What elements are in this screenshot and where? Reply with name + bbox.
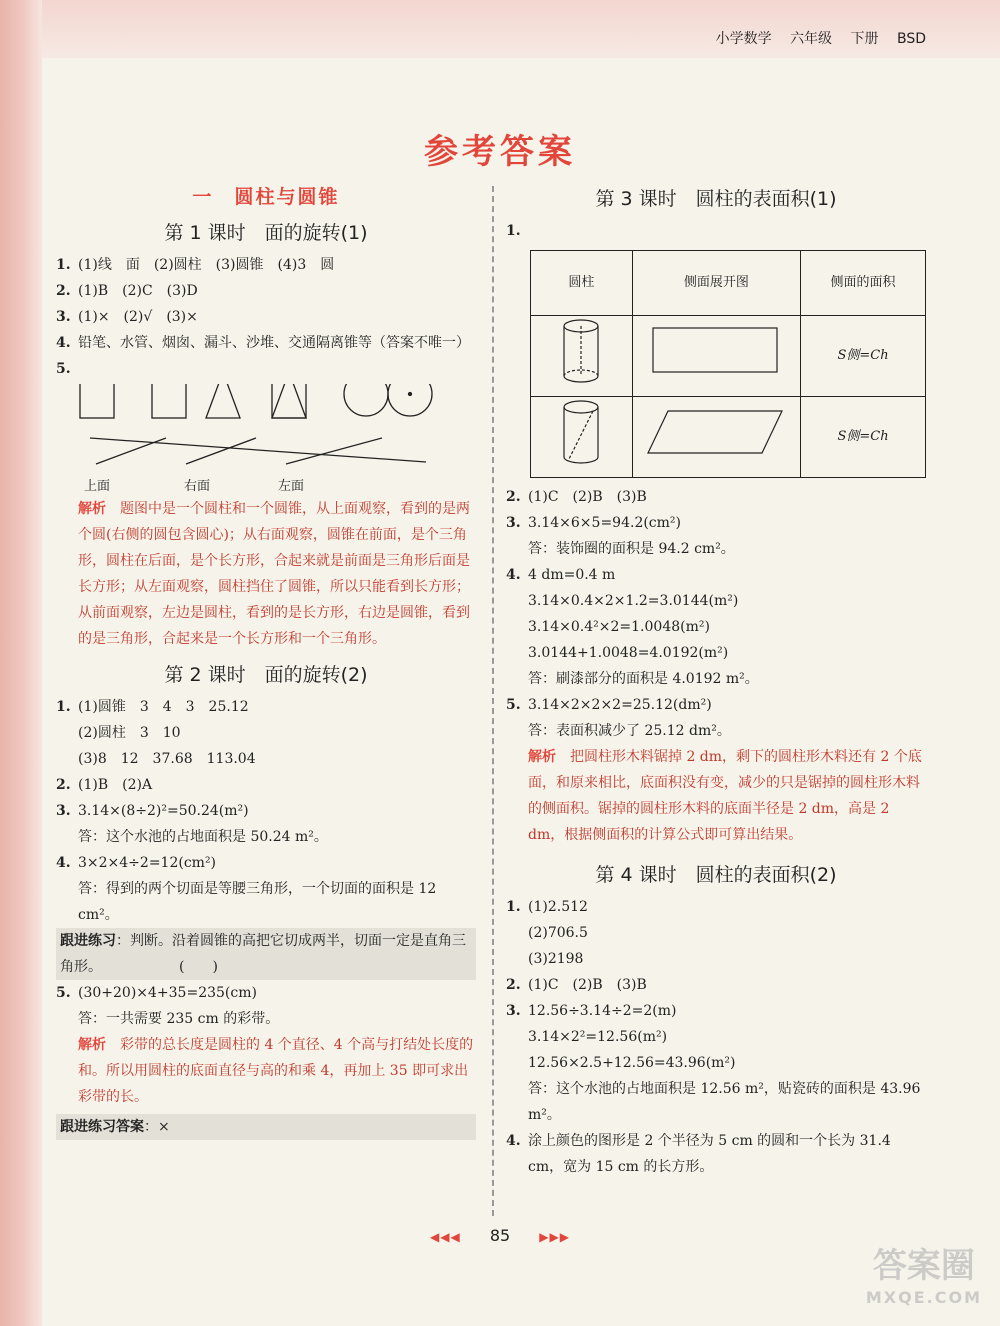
answer-item: 2. (1)B (2)C (3)D — [56, 283, 198, 299]
page-spine — [0, 0, 42, 1326]
answer-item: 1. (1)线 面 (2)圆柱 (3)圆锥 (4)3 圆 — [56, 257, 335, 273]
answer-item: 2. (1)B (2)A — [56, 777, 153, 793]
net-cell — [632, 316, 800, 397]
answer-item: 4. 4 dm=0.4 m — [506, 567, 616, 583]
answer-line: (3)8 12 37.68 113.04 — [78, 751, 256, 767]
header-grade: 六年级 — [790, 31, 833, 47]
answer-item: 2. (1)C (2)B (3)B — [506, 489, 647, 505]
cylinder-cell — [531, 397, 633, 478]
answer-item: 3. 12.56÷3.14÷2=2(m) — [506, 1003, 677, 1019]
answer-line: (3)2198 — [528, 951, 584, 967]
table-header: 侧面展开图 — [632, 251, 800, 316]
answer-line: (2)706.5 — [528, 925, 588, 941]
label-top-view: 上面 — [84, 479, 111, 494]
answer-line: 答：这个水池的占地面积是 12.56 m²，贴瓷砖的面积是 43.96 m²。 — [528, 1081, 921, 1123]
lesson-title: 第 1 课时 面的旋转(1) — [164, 222, 368, 244]
lesson-title: 第 3 课时 圆柱的表面积(1) — [595, 188, 837, 210]
answer-item: 5. — [56, 361, 71, 377]
lesson-title: 第 4 课时 圆柱的表面积(2) — [595, 864, 837, 886]
page-footer — [0, 1226, 1000, 1245]
label-left-view: 左面 — [278, 479, 305, 494]
answer-line: 答：刷漆部分的面积是 4.0192 m²。 — [528, 671, 759, 687]
answer-item: 5. (30+20)×4+35=235(cm) — [56, 985, 257, 1001]
answer-line: 3.0144+1.0048=4.0192(m²) — [528, 645, 729, 661]
answer-line: 12.56×2.5+12.56=43.96(m²) — [528, 1055, 736, 1071]
answer-item: 1. (1)2.512 — [506, 899, 588, 915]
analysis: 解析 彩带的总长度是圆柱的 4 个直径、4 个高与打结处长度的和。所以用圆柱的底面直径与高的和乘 4，再加上 35 即可求出彩带的长。 — [78, 1037, 474, 1105]
answer-line: 答：装饰圈的面积是 94.2 cm²。 — [528, 541, 735, 557]
answer-item: 4. 3×2×4÷2=12(cm²) — [56, 855, 217, 871]
answer-item: 1. (1)圆锥 3 4 3 25.12 — [56, 699, 249, 715]
answer-item: 4. 铅笔、水管、烟囱、漏斗、沙堆、交通隔离锥等（答案不唯一） — [56, 335, 470, 351]
answer-line: 答：得到的两个切面是等腰三角形，一个切面的面积是 12 cm²。 — [78, 881, 437, 923]
net-cell — [632, 397, 800, 478]
page-title: 参考答案 — [424, 132, 576, 172]
cylinder-cell — [531, 316, 633, 397]
header-edition: BSD — [896, 31, 926, 47]
header-volume: 下册 — [850, 31, 879, 47]
answer-line: 答：一共需要 235 cm 的彩带。 — [78, 1011, 280, 1027]
analysis: 解析 题图中是一个圆柱和一个圆锥，从上面观察，看到的是两个圆(右侧的圆包含圆心)；从右面观察，圆锥在前面，是个三角形，圆柱在后面，是个长方形，合起来就是前面是三角形后面是长方形；从左面观察，圆柱挡住了圆锥，所以只能看到长方形；从前面观察，左边是圆柱，看到的是长方形，右边是圆锥，看到的是三角形，合起来是一个长方形和一个三角形。 — [78, 501, 470, 647]
cylinder-table — [530, 250, 926, 478]
table-header: 侧面的面积 — [801, 251, 926, 316]
lesson-title: 第 2 课时 面的旋转(2) — [164, 664, 368, 686]
answer-line: 3.14×2²=12.56(m²) — [528, 1029, 668, 1045]
answer-item: 3. 3.14×6×5=94.2(cm²) — [506, 515, 682, 531]
formula-cell: S侧=Ch — [801, 316, 926, 397]
answer-line: (2)圆柱 3 10 — [78, 725, 181, 741]
chapter-title: 一 圆柱与圆锥 — [192, 186, 340, 208]
answer-item: 3. 3.14×(8÷2)²=50.24(m²) — [56, 803, 249, 819]
page-number: 85 — [489, 1226, 511, 1245]
table-header: 圆柱 — [531, 251, 633, 316]
answer-line: 3.14×0.4²×2=1.0048(m²) — [528, 619, 710, 635]
follow-practice: 跟进练习：判断。沿着圆锥的高把它切成两半，切面一定是直角三角形。 ( ) — [56, 928, 476, 980]
analysis: 解析 把圆柱形木料锯掉 2 dm，剩下的圆柱形木料还有 2 个底面，和原来相比，底面积没有变，减少的只是锯掉的圆柱形木料的侧面积。锯掉的圆柱形木料的底面半径是 2 dm，高是 2 dm，根据侧面积的计算公式即可算出结果。 — [528, 749, 922, 843]
answer-line: 答：表面积减少了 25.12 dm²。 — [528, 723, 731, 739]
answer-item: 1. — [506, 223, 521, 239]
answer-item: 4. 涂上颜色的图形是 2 个半径为 5 cm 的圆和一个长为 31.4 cm，宽为 15 cm 的长方形。 — [506, 1133, 891, 1175]
column-divider — [492, 186, 494, 1216]
follow-practice-answer: 跟进练习答案：× — [56, 1114, 476, 1140]
watermark-logo: 答案圈 MXQE.COM — [865, 1246, 982, 1307]
left-column — [56, 180, 476, 1140]
header-bar — [42, 0, 1000, 58]
right-column — [506, 180, 926, 1180]
cylinder-icon — [561, 318, 601, 384]
answer-line: 3.14×0.4×2×1.2=3.0144(m²) — [528, 593, 739, 609]
answer-line: 答：这个水池的占地面积是 50.24 m²。 — [78, 829, 328, 845]
label-right-view: 右面 — [184, 479, 211, 494]
formula-cell: S侧=Ch — [801, 397, 926, 478]
views-diagram — [76, 384, 476, 476]
answer-item: 3. (1)× (2)√ (3)× — [56, 309, 198, 325]
answer-item: 5. 3.14×2×2×2=25.12(dm²) — [506, 697, 712, 713]
answer-item: 2. (1)C (2)B (3)B — [506, 977, 647, 993]
next-arrows-icon: ▶▶▶ — [539, 1230, 570, 1244]
parallelogram-net-icon — [646, 407, 786, 457]
cylinder-slant-icon — [561, 399, 601, 465]
views-figure — [56, 384, 476, 494]
header-meta — [702, 28, 926, 48]
rectangle-net-icon — [651, 326, 781, 376]
prev-arrows-icon: ◀◀◀ — [430, 1230, 461, 1244]
header-subject: 小学数学 — [715, 31, 772, 47]
